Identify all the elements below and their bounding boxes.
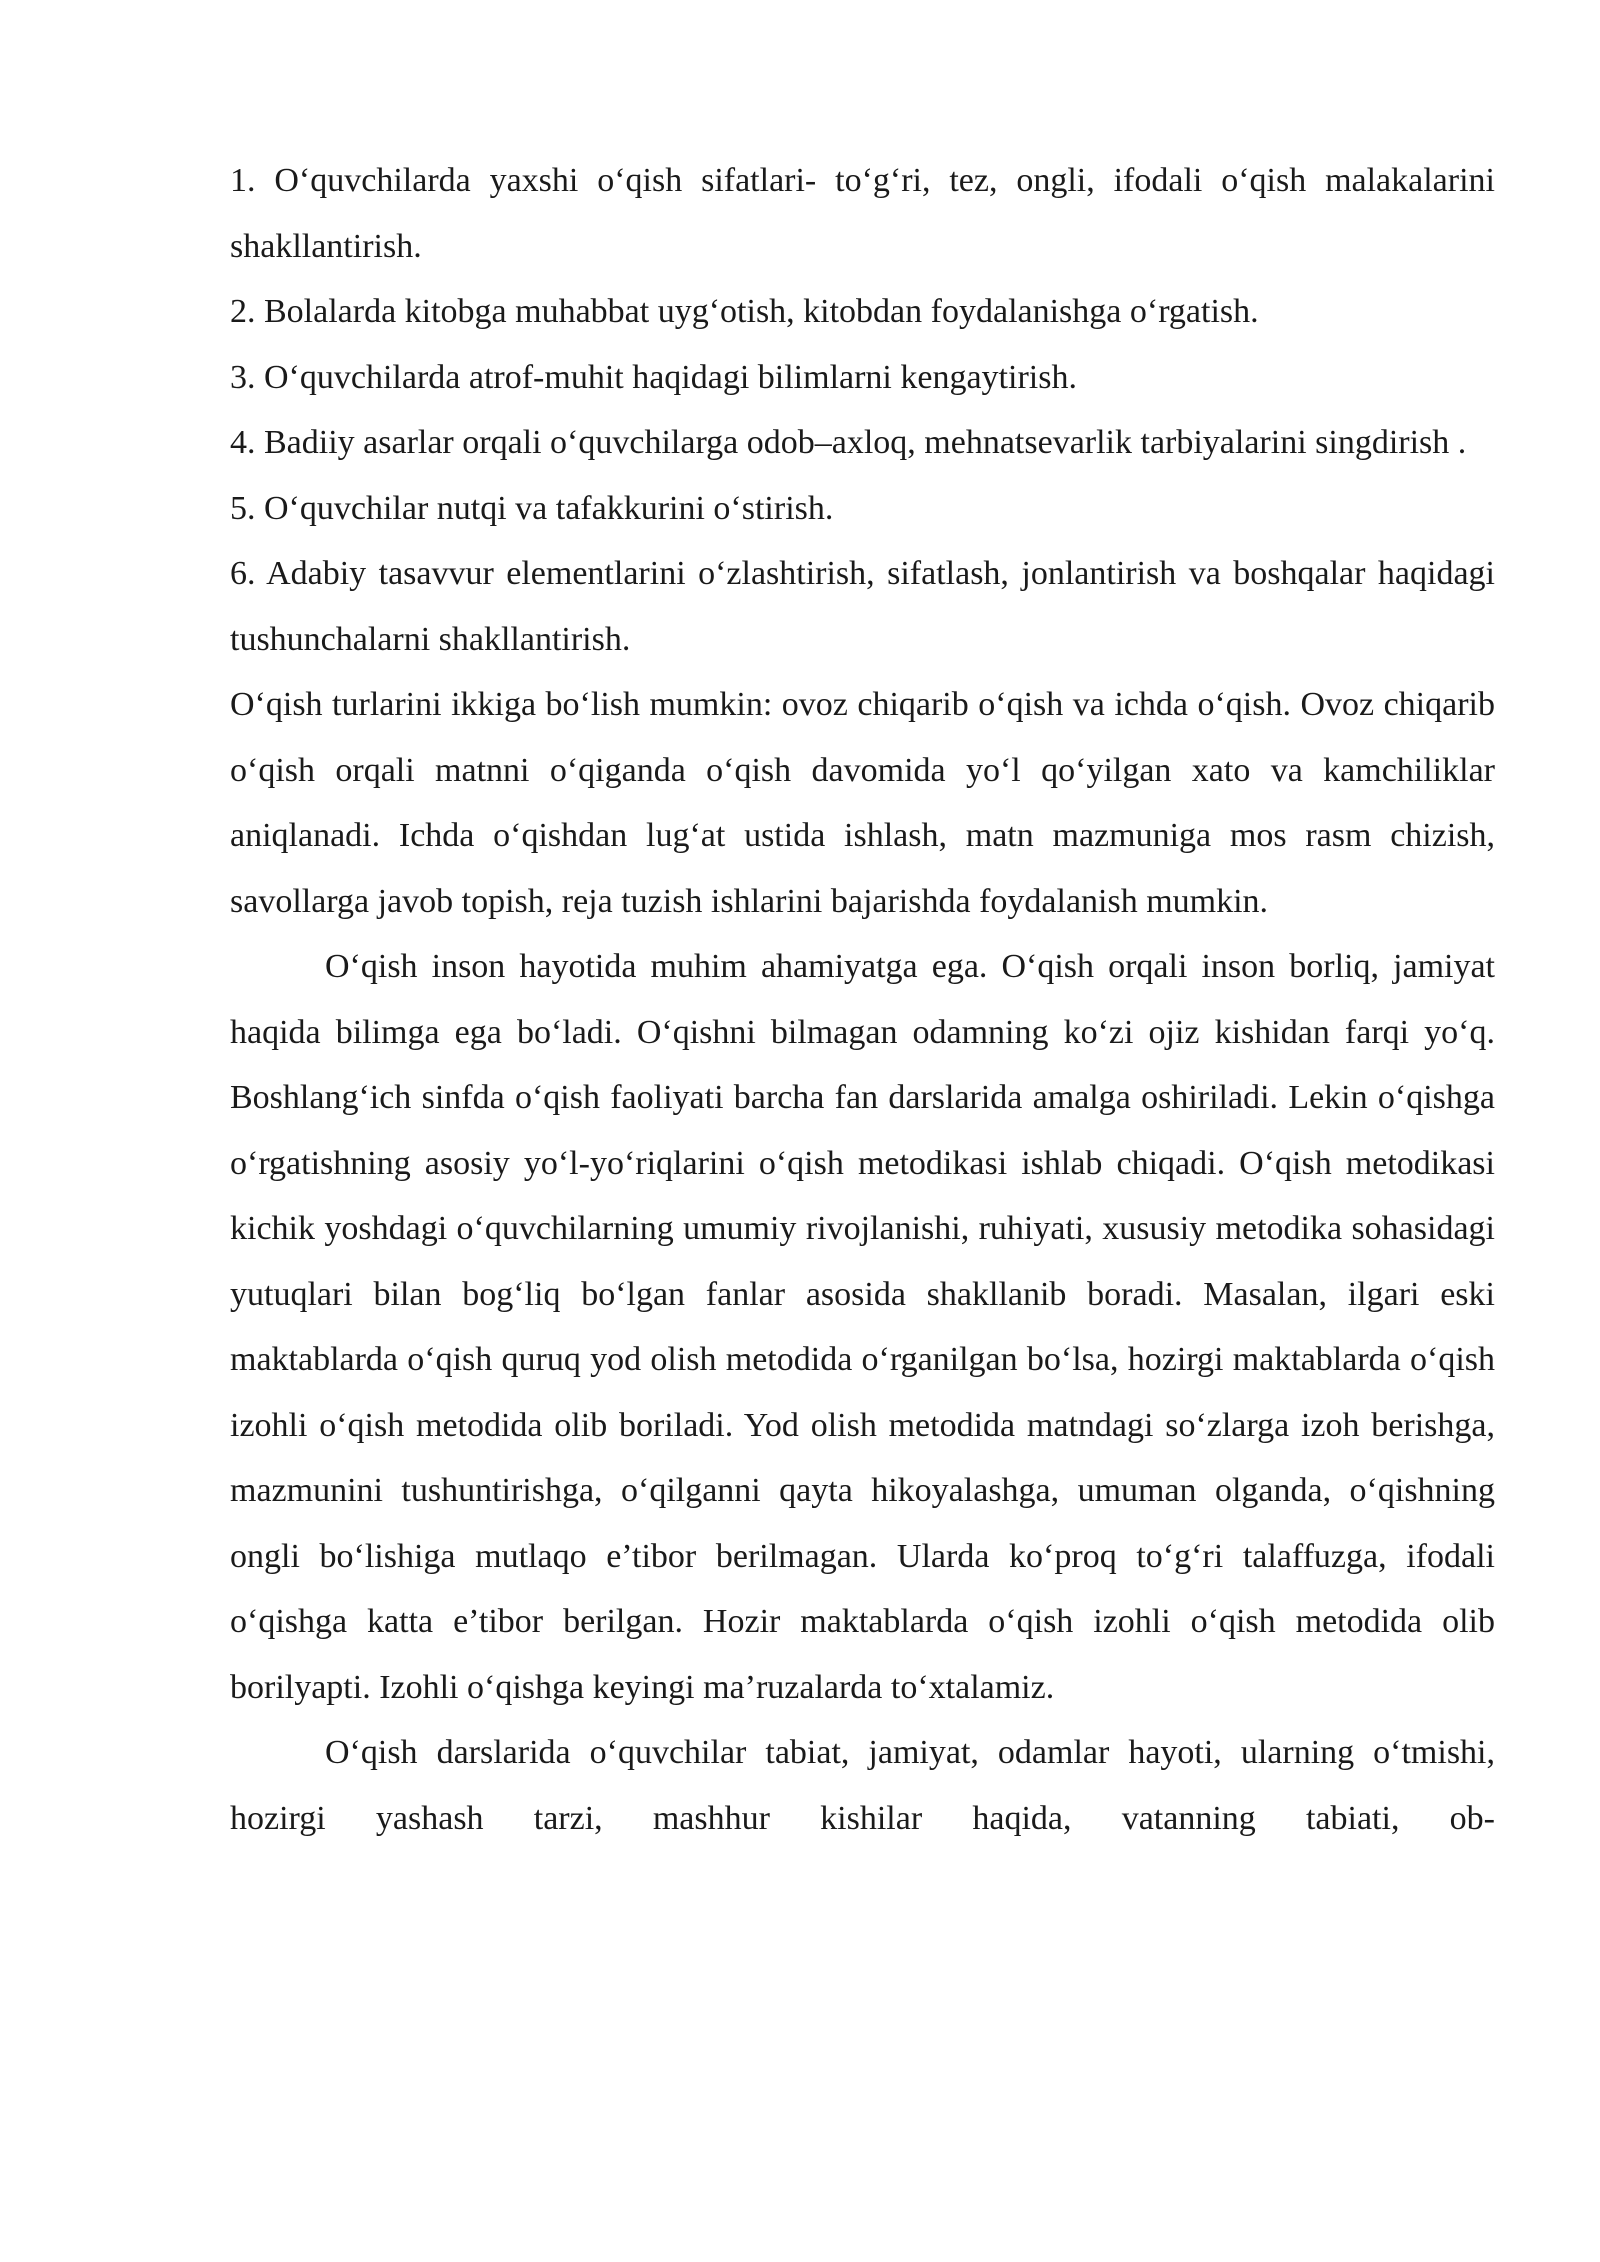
list-item-1: 1. O‘quvchilarda yaxshi o‘qish sifatlari- to‘g‘ri, tez, ongli, ifodali o‘qish malakalarini shakllantirish. (230, 162, 1495, 265)
paragraph-reading-importance: O‘qish inson hayotida muhim ahamiyatga ega. O‘qish orqali inson borliq, jamiyat haqida bilimga ega bo‘ladi. O‘qishni bilmagan odamning ko‘zi ojiz kishidan farqi yo‘q. Boshlang‘ich sinfda o‘qish faoliyati barcha fan darslarida amalga oshiriladi. Lekin o‘qishga o‘rgatishning asosiy yo‘l-yo‘riqlarini o‘qish metodikasi ishlab chiqadi. O‘qish metodikasi kichik yoshdagi o‘quvchilarning umumiy rivojlanishi, ruhiyati, xususiy metodika sohasidagi yutuqlari bilan bog‘liq bo‘lgan fanlar asosida shakllanib boradi. Masalan, ilgari eski maktablarda o‘qish quruq yod olish metodida o‘rganilgan bo‘lsa, hozirgi maktablarda o‘qish izohli o‘qish metodida olib boriladi. Yod olish metodida matndagi so‘zlarga izoh berishga, mazmunini tushuntirishga, o‘qilganni qayta hikoyalashga, umuman olganda, o‘qishning ongli bo‘lishiga mutlaqo e’tibor berilmagan. Ularda ko‘proq to‘g‘ri talaffuzga, ifodali o‘qishga katta e’tibor berilgan. Hozir maktablarda o‘qish izohli o‘qish metodida olib borilyapti. Izohli o‘qishga keyingi ma’ruzalarda to‘xtalamiz. (230, 948, 1495, 1706)
list-item-6: 6. Adabiy tasavvur elementlarini o‘zlashtirish, sifatlash, jonlantirish va boshqalar haqidagi tushunchalarni shakllantirish. (230, 555, 1495, 658)
list-item-3: 3. O‘quvchilarda atrof-muhit haqidagi bilimlarni kengaytirish. (230, 358, 1077, 396)
document-page (230, 148, 1495, 1851)
list-item-4: 4. Badiiy asarlar orqali o‘quvchilarga odob–axloq, mehnatsevarlik tarbiyalarini singdirish . (230, 424, 1467, 461)
paragraph-reading-types: O‘qish turlarini ikkiga bo‘lish mumkin: ovoz chiqarib o‘qish va ichda o‘qish. Ovoz chiqarib o‘qish orqali matnni o‘qiganda o‘qish davomida yo‘l qo‘yilgan xato va kamchiliklar aniqlanadi. Ichda o‘qishdan lug‘at ustida ishlash, matn mazmuniga mos rasm chizish, savollarga javob topish, reja tuzish ishlarini bajarishda foydalanish mumkin. (230, 686, 1495, 920)
list-item-2: 2. Bolalarda kitobga muhabbat uyg‘otish, kitobdan foydalanishga o‘rgatish. (230, 293, 1259, 330)
list-item-5: 5. O‘quvchilar nutqi va tafakkurini o‘stirish. (230, 489, 834, 527)
paragraph-reading-lessons: O‘qish darslarida o‘quvchilar tabiat, jamiyat, odamlar hayoti, ularning o‘tmishi, hozirgi yashash tarzi, mashhur kishilar haqida, vatanning tabiati, ob- (230, 1734, 1495, 1837)
